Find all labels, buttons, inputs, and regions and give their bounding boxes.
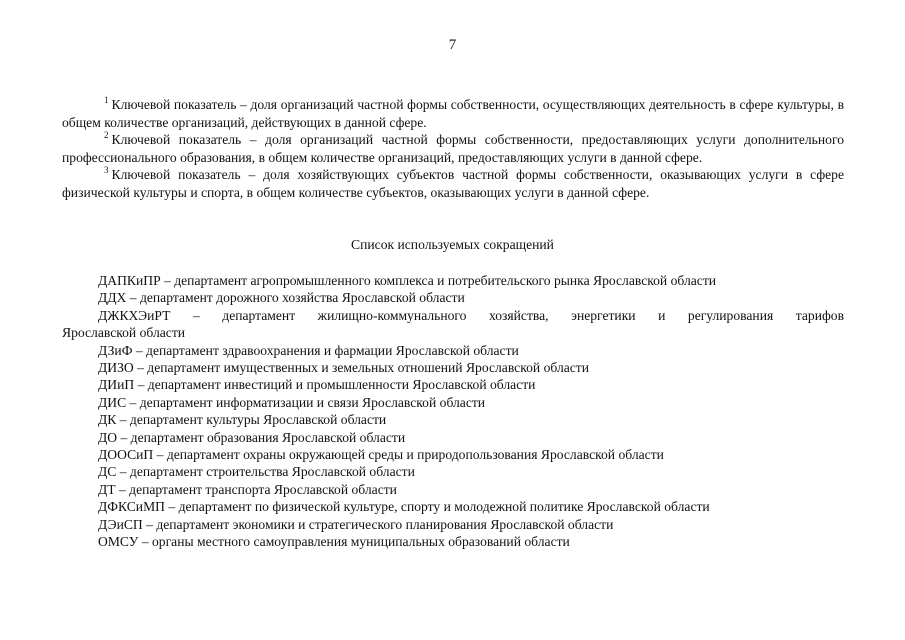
footnote-mark: 3 bbox=[104, 165, 109, 176]
list-item: ДС – департамент строительства Ярославской области bbox=[98, 464, 415, 480]
footnote-text: Ключевой показатель – доля хозяйствующих субъектов частной формы собственности, оказывающих услуги в сфере физической культуры и спорта, в общем количестве субъектов, оказывающих услуги в данной сфере. bbox=[62, 167, 844, 200]
list-item: ДДХ – департамент дорожного хозяйства Ярославской области bbox=[98, 290, 465, 306]
list-item: ДИЗО – департамент имущественных и земельных отношений Ярославской области bbox=[98, 360, 590, 376]
footnote-2 bbox=[62, 131, 844, 166]
list-item-continuation: Ярославской области bbox=[62, 325, 186, 341]
footnote-text: Ключевой показатель – доля организаций частной формы собственности, предоставляющих услуги дополнительного профессионального образования, в общем количестве организаций, предоставляющих услуги в данной сфере. bbox=[62, 132, 844, 165]
footnote-text: Ключевой показатель – доля организаций частной формы собственности, осуществляющих деятельность в сфере культуры, в общем количестве организаций, действующих в данной сфере. bbox=[62, 97, 844, 130]
list-item: ДООСиП – департамент охраны окружающей среды и природопользования Ярославской области bbox=[98, 447, 664, 463]
footnote-mark: 2 bbox=[104, 130, 109, 141]
list-item bbox=[62, 307, 844, 342]
abbreviations-title: Список используемых сокращений bbox=[351, 237, 554, 252]
abbreviations-list bbox=[62, 272, 844, 551]
list-item: ДЗиФ – департамент здравоохранения и фармации Ярославской области bbox=[98, 342, 519, 358]
list-item-first-line: ДЖКХЭиРТ – департамент жилищно-коммунального хозяйства, энергетики и регулирования тарифов bbox=[98, 307, 844, 323]
footnotes bbox=[62, 96, 844, 202]
list-item: ДК – департамент культуры Ярославской области bbox=[98, 412, 387, 428]
page-number: 7 bbox=[448, 37, 457, 53]
list-item: ОМСУ – органы местного самоуправления муниципальных образований области bbox=[98, 534, 570, 550]
list-item: ДО – департамент образования Ярославской области bbox=[98, 429, 406, 445]
footnote-mark: 1 bbox=[104, 95, 109, 105]
footnote-3 bbox=[62, 166, 844, 201]
list-item: ДИиП – департамент инвестиций и промышленности Ярославской области bbox=[98, 377, 536, 393]
list-item: ДАПКиПР – департамент агропромышленного комплекса и потребительского рынка Ярославской области bbox=[98, 273, 717, 288]
list-item: ДТ – департамент транспорта Ярославской области bbox=[98, 481, 397, 497]
list-item: ДИС – департамент информатизации и связи Ярославской области bbox=[98, 394, 486, 410]
footnote-1 bbox=[62, 96, 844, 131]
list-item: ДФКСиМП – департамент по физической культуре, спорту и молодежной политике Ярославской области bbox=[98, 499, 710, 515]
list-item: ДЭиСП – департамент экономики и стратегического планирования Ярославской области bbox=[98, 516, 614, 532]
